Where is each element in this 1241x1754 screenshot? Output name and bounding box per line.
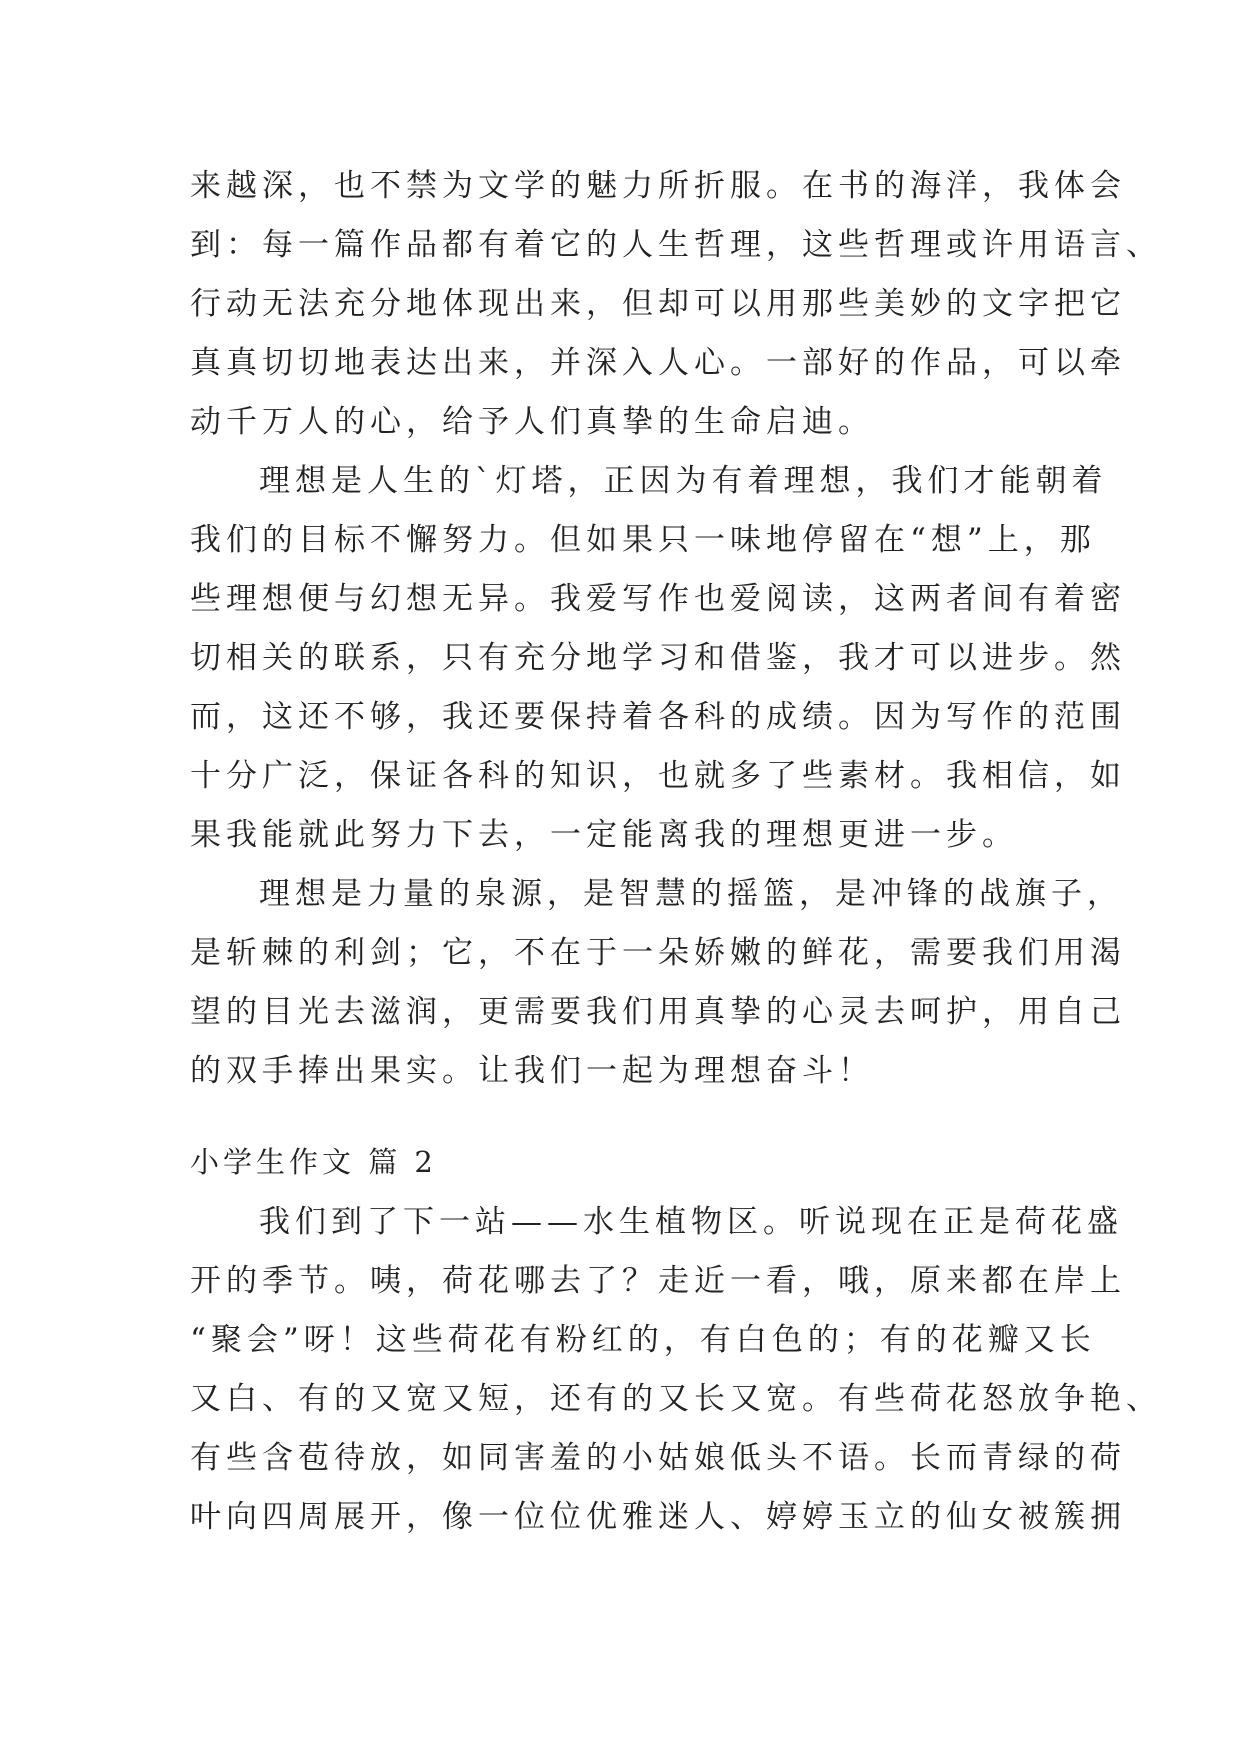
text-line: 真真切切地表达出来，并深入人心。一部好的作品，可以牵	[190, 345, 1126, 381]
paragraph-start-line: 理想是人生的`灯塔，正因为有着理想，我们才能朝着	[259, 463, 1108, 499]
text-line: 有些含苞待放，如同害羞的小姑娘低头不语。长而青绿的荷	[190, 1440, 1126, 1476]
paragraph-start-line: 我们到了下一站——水生植物区。听说现在正是荷花盛	[259, 1204, 1123, 1240]
text-line: “聚会”呀！这些荷花有粉红的，有白色的；有的花瓣又长	[190, 1322, 1096, 1358]
text-line: 开的季节。咦，荷花哪去了？走近一看，哦，原来都在岸上	[190, 1263, 1126, 1299]
text-line: 是斩棘的利剑；它，不在于一朵娇嫩的鲜花，需要我们用渴	[190, 935, 1126, 971]
text-line: 望的目光去滋润，更需要我们用真挚的心灵去呵护，用自己	[190, 994, 1126, 1030]
text-line: 而，这还不够，我还要保持着各科的成绩。因为写作的范围	[190, 699, 1126, 735]
text-line: 的双手捧出果实。让我们一起为理想奋斗！	[190, 1053, 874, 1089]
text-line: 果我能就此努力下去，一定能离我的理想更进一步。	[190, 817, 1018, 853]
essay-section-1	[190, 157, 1162, 1101]
text-line: 到：每一篇作品都有着它的人生哲理，这些哲理或许用语言、	[190, 227, 1162, 263]
text-line: 切相关的联系，只有充分地学习和借鉴，我才可以进步。然	[190, 640, 1126, 676]
text-line: 行动无法充分地体现出来，但却可以用那些美妙的文字把它	[190, 286, 1126, 322]
text-line: 又白、有的又宽又短，还有的又长又宽。有些荷花怒放争艳、	[190, 1381, 1162, 1417]
text-line: 些理想便与幻想无异。我爱写作也爱阅读，这两者间有着密	[190, 581, 1126, 617]
text-line: 叶向四周展开，像一位位优雅迷人、婷婷玉立的仙女被簇拥	[190, 1499, 1126, 1535]
essay-section-2	[190, 1193, 1162, 1547]
text-line: 我们的目标不懈努力。但如果只一味地停留在“想”上，那	[190, 522, 1096, 558]
text-line: 来越深，也不禁为文学的魅力所折服。在书的海洋，我体会	[190, 168, 1126, 204]
paragraph-start-line: 理想是力量的泉源，是智慧的摇篮，是冲锋的战旗子，	[259, 876, 1123, 912]
text-line: 十分广泛，保证各科的知识，也就多了些素材。我相信，如	[190, 758, 1126, 794]
text-line: 动千万人的心，给予人们真挚的生命启迪。	[190, 404, 874, 440]
section-heading: 小学生作文 篇 2	[190, 1145, 437, 1179]
